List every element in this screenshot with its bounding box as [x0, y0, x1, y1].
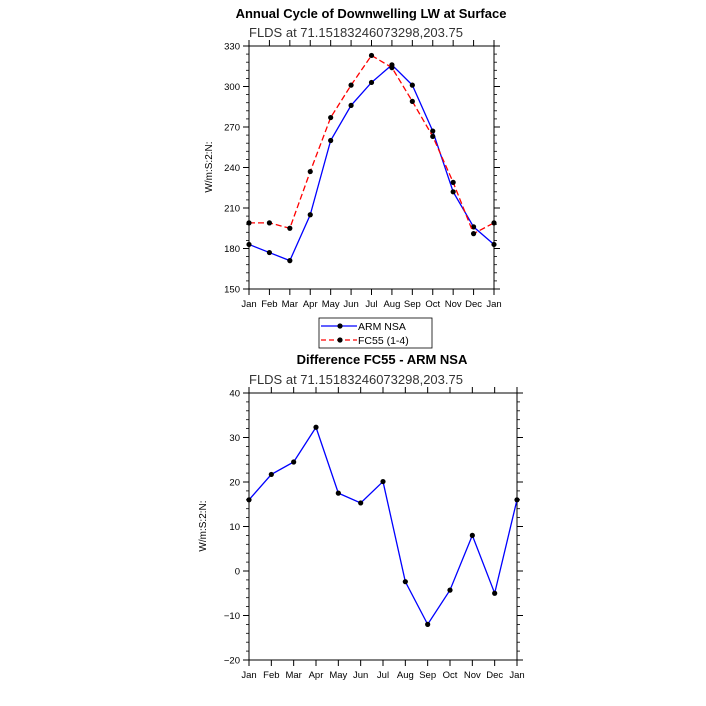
y-tick-label: 180 [224, 244, 240, 255]
data-point [451, 189, 456, 194]
axis-ticks [224, 387, 525, 681]
data-point [492, 591, 497, 596]
y-tick-label: 240 [224, 163, 240, 174]
x-tick-label: May [329, 670, 348, 681]
chart-title: Difference FC55 - ARM NSA [296, 352, 468, 367]
data-point [308, 169, 313, 174]
data-point [410, 83, 415, 88]
data-point [358, 500, 363, 505]
x-tick-label: Jul [365, 299, 378, 310]
x-tick-label: Mar [285, 670, 302, 681]
legend-marker-fc55 [337, 337, 342, 342]
x-tick-label: Oct [442, 670, 458, 681]
data-point [348, 83, 353, 88]
x-tick-label: Dec [486, 670, 504, 681]
x-tick-label: Jan [241, 299, 257, 310]
data-point [287, 258, 292, 263]
data-point [369, 53, 374, 58]
series-line [249, 65, 494, 261]
annual-cycle-chart [204, 6, 506, 348]
x-tick-label: Jun [353, 670, 369, 681]
axis-ticks [224, 40, 502, 310]
data-point [336, 491, 341, 496]
x-tick-label: Nov [463, 670, 481, 681]
data-point [308, 212, 313, 217]
data-point [491, 220, 496, 225]
x-tick-label: May [321, 299, 340, 310]
y-tick-label: 150 [224, 284, 240, 296]
series-group [246, 53, 496, 263]
data-point [246, 497, 251, 502]
data-point [369, 80, 374, 85]
x-tick-label: Apr [308, 670, 324, 681]
y-axis-label: W/m:S:2:N: [204, 141, 215, 193]
x-tick-label: Aug [396, 670, 414, 681]
data-point [287, 226, 292, 231]
x-tick-label: Jul [376, 670, 390, 681]
data-point [389, 65, 394, 70]
legend-label-fc55: FC55 (1-4) [358, 335, 409, 347]
x-tick-label: Aug [383, 299, 401, 310]
series-group [246, 425, 519, 627]
data-point [313, 425, 318, 430]
x-tick-label: Sep [403, 299, 421, 310]
data-point [246, 220, 251, 225]
data-point [470, 533, 475, 538]
x-tick-label: Nov [444, 299, 462, 310]
data-point [291, 459, 296, 464]
x-tick-label: Jan [241, 670, 257, 681]
data-point [471, 231, 476, 236]
y-tick-label: 210 [224, 203, 240, 215]
chart-title: Annual Cycle of Downwelling LW at Surface [235, 6, 507, 21]
series-line [249, 427, 517, 624]
data-point [269, 472, 274, 477]
x-tick-label: Oct [425, 299, 441, 310]
difference-chart [198, 352, 525, 681]
y-tick-label: −20 [223, 655, 240, 667]
x-tick-label: Jun [343, 299, 359, 310]
data-point [430, 134, 435, 139]
x-tick-label: Apr [302, 299, 318, 310]
data-point [328, 138, 333, 143]
y-tick-label: 30 [229, 433, 240, 444]
data-point [425, 622, 430, 627]
x-tick-label: Mar [281, 299, 299, 310]
data-point [491, 242, 496, 247]
x-tick-label: Jan [509, 670, 525, 681]
y-tick-label: 10 [229, 522, 240, 533]
y-tick-label: −10 [223, 611, 240, 622]
x-tick-label: Feb [261, 299, 278, 310]
y-tick-label: 20 [229, 477, 240, 489]
data-point [267, 220, 272, 225]
data-point [451, 180, 456, 185]
data-point [447, 588, 452, 593]
y-tick-label: 330 [224, 41, 240, 53]
data-point [267, 250, 272, 255]
x-tick-label: Dec [465, 299, 483, 310]
chart-subtitle: FLDS at 71.15183246073298,203.75 [249, 25, 463, 40]
data-point [328, 115, 333, 120]
x-tick-label: Sep [419, 670, 437, 681]
y-tick-label: 300 [224, 82, 240, 93]
y-tick-label: 40 [229, 388, 240, 400]
y-tick-label: 270 [224, 122, 240, 134]
legend-marker-arm-nsa [337, 323, 342, 328]
plot-frame [249, 393, 517, 660]
data-point [246, 242, 251, 247]
data-point [514, 497, 519, 502]
data-point [403, 579, 408, 584]
data-point [410, 99, 415, 104]
y-tick-label: 0 [234, 566, 240, 578]
x-tick-label: Jan [486, 299, 502, 310]
data-point [348, 103, 353, 108]
chart-subtitle: FLDS at 71.15183246073298,203.75 [249, 372, 463, 387]
data-point [380, 479, 385, 484]
x-tick-label: Feb [263, 670, 280, 681]
y-axis-label: W/m:S:2:N: [198, 500, 209, 552]
legend [319, 318, 432, 348]
legend-label-arm-nsa: ARM NSA [358, 321, 406, 333]
